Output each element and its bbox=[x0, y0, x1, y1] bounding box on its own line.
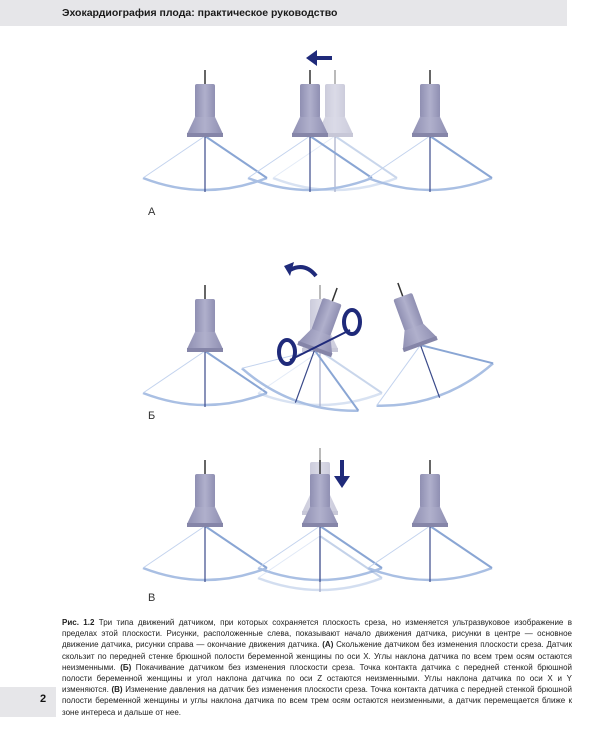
caption-intro: Три типа движений датчиком, при которых сохраняется плоскость среза, но изменяется ультразвуковое изображение в пределах этой плоскости. Рисунки, расположенные слева, показывают начало движения датчика, рисунки в центре — основное движение датчика, рисунки справа — окончание движения датчика. bbox=[62, 618, 572, 650]
panel-a-end bbox=[368, 70, 492, 192]
caption-label-a: (А) bbox=[322, 640, 334, 650]
page-number-box bbox=[0, 687, 56, 717]
panel-b-end bbox=[340, 262, 498, 419]
caption-label-v: (В) bbox=[111, 685, 123, 695]
panel-b-middle bbox=[237, 267, 395, 424]
caption-text-b: Покачивание датчиком без изменения плоскости среза. Точка контакта датчика с передней стенкой брюшной полости беременной женщины и угол наклона датчика по оси Z остаются неизменными. Углы наклона датчика по оси X и Y изменяются. bbox=[62, 662, 572, 695]
page-number: 2 bbox=[40, 693, 47, 705]
panel-v-middle bbox=[258, 448, 382, 592]
arrow-left-icon bbox=[306, 50, 332, 66]
caption-text-v: Изменение давления на датчик без изменения плоскости среза. Точка контакта датчика с передней стенкой брюшной полости беременной женщины и углы наклона датчика по всем трем осям остаются неизменными, а датчик перемещается ближе к зоне интереса и дальше от нее. bbox=[62, 685, 573, 717]
panel-label-b: Б bbox=[148, 410, 156, 422]
panel-a-start bbox=[143, 70, 267, 192]
figure-number: Рис. 1.2 bbox=[62, 618, 95, 627]
book-title: Эхокардиография плода: практическое руководство bbox=[62, 7, 338, 19]
panel-v-end bbox=[368, 460, 492, 582]
panel-label-v: В bbox=[148, 592, 156, 604]
panel-label-a: А bbox=[148, 206, 156, 218]
figure-caption bbox=[62, 617, 572, 718]
caption-label-b: (Б) bbox=[120, 662, 132, 672]
panel-b-start bbox=[143, 285, 267, 407]
caption-text-a: Скольжение датчиком без изменения плоскости среза. Датчик скользит по передней стенке брюшной полости беременной женщины по оси X. Углы наклона датчика по всем трем осям остаются неизменными. bbox=[62, 640, 572, 672]
panel-v-start bbox=[143, 460, 267, 582]
arrow-down-icon bbox=[334, 460, 350, 488]
probe-icon bbox=[187, 70, 223, 137]
